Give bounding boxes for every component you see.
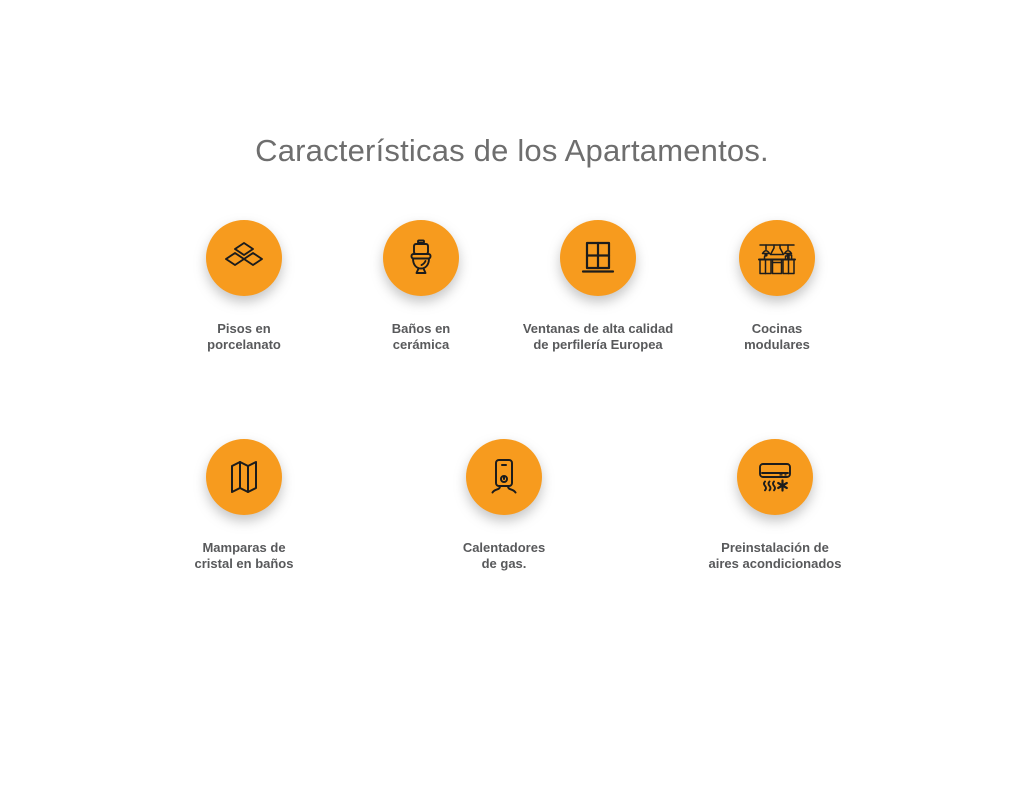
feature-label-line: de perfilería Europea [533, 337, 663, 352]
air-conditioner-icon [751, 453, 799, 501]
icon-circle [206, 439, 282, 515]
toilet-icon [397, 234, 445, 282]
icon-circle [560, 220, 636, 296]
feature-label-line: Preinstalación de [721, 540, 829, 555]
feature-label-line: Cocinas [751, 321, 803, 336]
feature-label-line: Baños en [391, 321, 451, 336]
feature-item-calentadores [394, 439, 614, 572]
icon-circle [737, 439, 813, 515]
folding-screen-icon [220, 453, 268, 501]
feature-label-line: Calentadores [462, 540, 546, 555]
icon-circle [466, 439, 542, 515]
floor-tiles-icon [220, 234, 268, 282]
window-icon [574, 234, 622, 282]
feature-label-line: Pisos en [217, 321, 271, 336]
feature-item-aires [665, 439, 885, 572]
feature-label-line: cerámica [392, 337, 450, 352]
feature-label-line: aires acondicionados [708, 556, 842, 571]
feature-label-line: cristal en baños [194, 556, 294, 571]
feature-label [665, 540, 885, 572]
page-title: Características de los Apartamentos. [255, 132, 769, 168]
icon-circle [206, 220, 282, 296]
feature-label [134, 540, 354, 572]
feature-label-line: Mamparas de [202, 540, 286, 555]
icon-circle [383, 220, 459, 296]
feature-label-line: porcelanato [207, 337, 281, 352]
feature-label [394, 540, 614, 572]
feature-label-line: de gas. [481, 556, 527, 571]
feature-label-line: Ventanas de alta calidad [522, 321, 674, 336]
kitchen-icon [753, 234, 801, 282]
feature-item-mamparas [134, 439, 354, 572]
feature-item-cocinas [667, 220, 887, 353]
feature-label-line: modulares [744, 337, 810, 352]
icon-circle [739, 220, 815, 296]
gas-heater-icon [480, 453, 528, 501]
feature-label [667, 321, 887, 353]
